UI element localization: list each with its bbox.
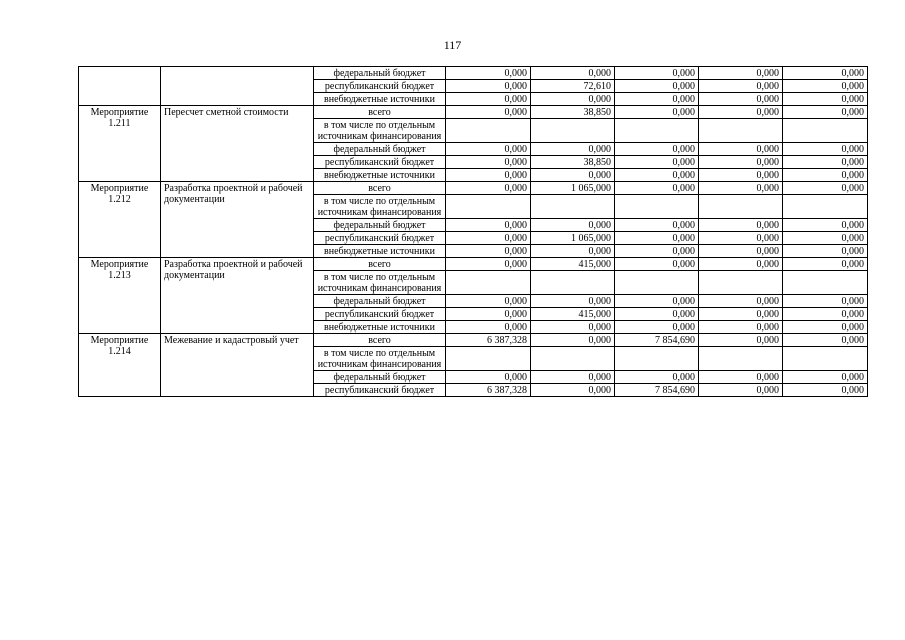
amount-cell: 0,000 (615, 182, 699, 195)
amount-cell: 0,000 (783, 384, 868, 397)
amount-cell: 0,000 (783, 219, 868, 232)
amount-cell (446, 195, 531, 219)
amount-cell (699, 271, 783, 295)
funding-source-cell: всего (314, 106, 446, 119)
amount-cell: 0,000 (615, 245, 699, 258)
amount-cell: 0,000 (699, 258, 783, 271)
amount-cell: 0,000 (783, 182, 868, 195)
amount-cell: 0,000 (446, 182, 531, 195)
amount-cell: 0,000 (446, 80, 531, 93)
event-name-cell (161, 67, 314, 106)
amount-cell: 0,000 (699, 219, 783, 232)
amount-cell (531, 195, 615, 219)
amount-cell: 0,000 (446, 245, 531, 258)
funding-source-cell: всего (314, 182, 446, 195)
table-body (79, 67, 868, 397)
amount-cell: 0,000 (783, 143, 868, 156)
amount-cell: 0,000 (615, 143, 699, 156)
amount-cell: 0,000 (531, 143, 615, 156)
amount-cell: 0,000 (783, 232, 868, 245)
amount-cell: 6 387,328 (446, 384, 531, 397)
table-row (79, 67, 868, 80)
amount-cell: 0,000 (446, 93, 531, 106)
amount-cell: 415,000 (531, 258, 615, 271)
amount-cell: 0,000 (699, 321, 783, 334)
amount-cell: 1 065,000 (531, 232, 615, 245)
funding-source-cell: внебюджетные источники (314, 93, 446, 106)
amount-cell (615, 347, 699, 371)
amount-cell: 38,850 (531, 106, 615, 119)
amount-cell: 0,000 (446, 321, 531, 334)
amount-cell (446, 271, 531, 295)
amount-cell: 0,000 (699, 182, 783, 195)
event-id-cell: Мероприятие 1.214 (79, 334, 161, 397)
event-name-cell: Разработка проектной и рабочей документации (161, 258, 314, 334)
amount-cell: 0,000 (783, 258, 868, 271)
funding-source-cell: в том числе по отдельным источникам финансирования (314, 119, 446, 143)
amount-cell: 0,000 (446, 308, 531, 321)
amount-cell: 0,000 (699, 245, 783, 258)
amount-cell: 0,000 (446, 258, 531, 271)
funding-source-cell: всего (314, 334, 446, 347)
amount-cell: 0,000 (615, 232, 699, 245)
amount-cell (446, 119, 531, 143)
amount-cell: 0,000 (615, 80, 699, 93)
amount-cell: 0,000 (531, 245, 615, 258)
budget-table (78, 66, 868, 397)
amount-cell: 0,000 (783, 80, 868, 93)
funding-source-cell: республиканский бюджет (314, 308, 446, 321)
amount-cell: 0,000 (699, 295, 783, 308)
amount-cell: 0,000 (699, 232, 783, 245)
event-id-cell (79, 67, 161, 106)
amount-cell: 0,000 (783, 156, 868, 169)
amount-cell (615, 119, 699, 143)
amount-cell: 0,000 (783, 334, 868, 347)
funding-source-cell: в том числе по отдельным источникам финансирования (314, 271, 446, 295)
amount-cell: 0,000 (446, 67, 531, 80)
amount-cell: 0,000 (446, 371, 531, 384)
amount-cell: 0,000 (699, 384, 783, 397)
amount-cell (531, 119, 615, 143)
amount-cell: 0,000 (531, 321, 615, 334)
amount-cell: 0,000 (446, 169, 531, 182)
amount-cell: 0,000 (615, 156, 699, 169)
amount-cell: 0,000 (615, 295, 699, 308)
amount-cell: 0,000 (531, 334, 615, 347)
funding-source-cell: в том числе по отдельным источникам финансирования (314, 347, 446, 371)
funding-source-cell: федеральный бюджет (314, 219, 446, 232)
funding-source-cell: республиканский бюджет (314, 384, 446, 397)
funding-source-cell: всего (314, 258, 446, 271)
amount-cell: 0,000 (783, 67, 868, 80)
amount-cell: 0,000 (615, 93, 699, 106)
table-row (79, 106, 868, 119)
amount-cell: 0,000 (699, 80, 783, 93)
funding-source-cell: федеральный бюджет (314, 67, 446, 80)
amount-cell: 0,000 (531, 93, 615, 106)
amount-cell: 0,000 (699, 169, 783, 182)
amount-cell: 6 387,328 (446, 334, 531, 347)
page-number: 117 (443, 38, 462, 52)
event-name-cell: Межевание и кадастровый учет (161, 334, 314, 397)
funding-source-cell: федеральный бюджет (314, 371, 446, 384)
funding-source-cell: федеральный бюджет (314, 143, 446, 156)
amount-cell: 0,000 (615, 371, 699, 384)
funding-source-cell: в том числе по отдельным источникам финансирования (314, 195, 446, 219)
amount-cell: 0,000 (615, 258, 699, 271)
amount-cell: 0,000 (446, 106, 531, 119)
amount-cell: 7 854,690 (615, 334, 699, 347)
amount-cell: 0,000 (446, 219, 531, 232)
event-id-cell: Мероприятие 1.211 (79, 106, 161, 182)
amount-cell: 0,000 (531, 384, 615, 397)
event-name-cell: Разработка проектной и рабочей документации (161, 182, 314, 258)
amount-cell (615, 195, 699, 219)
amount-cell: 0,000 (783, 169, 868, 182)
amount-cell: 0,000 (699, 308, 783, 321)
funding-source-cell: республиканский бюджет (314, 156, 446, 169)
funding-source-cell: республиканский бюджет (314, 80, 446, 93)
amount-cell: 72,610 (531, 80, 615, 93)
amount-cell (531, 271, 615, 295)
amount-cell: 0,000 (531, 371, 615, 384)
amount-cell: 0,000 (699, 106, 783, 119)
amount-cell: 0,000 (531, 67, 615, 80)
amount-cell: 0,000 (446, 156, 531, 169)
amount-cell: 0,000 (615, 169, 699, 182)
amount-cell: 0,000 (615, 67, 699, 80)
amount-cell: 0,000 (531, 295, 615, 308)
amount-cell: 0,000 (783, 321, 868, 334)
funding-source-cell: республиканский бюджет (314, 232, 446, 245)
amount-cell: 0,000 (531, 219, 615, 232)
funding-source-cell: внебюджетные источники (314, 321, 446, 334)
table-row (79, 258, 868, 271)
funding-source-cell: федеральный бюджет (314, 295, 446, 308)
amount-cell (699, 119, 783, 143)
amount-cell (783, 119, 868, 143)
amount-cell (531, 347, 615, 371)
amount-cell: 0,000 (615, 106, 699, 119)
amount-cell (783, 271, 868, 295)
amount-cell: 0,000 (783, 93, 868, 106)
amount-cell: 0,000 (783, 295, 868, 308)
amount-cell: 1 065,000 (531, 182, 615, 195)
amount-cell: 0,000 (699, 93, 783, 106)
amount-cell: 0,000 (615, 308, 699, 321)
amount-cell (615, 271, 699, 295)
amount-cell: 0,000 (699, 156, 783, 169)
amount-cell: 0,000 (783, 371, 868, 384)
amount-cell: 0,000 (615, 321, 699, 334)
amount-cell: 0,000 (699, 334, 783, 347)
table-row (79, 182, 868, 195)
funding-source-cell: внебюджетные источники (314, 245, 446, 258)
table-row (79, 334, 868, 347)
amount-cell: 415,000 (531, 308, 615, 321)
amount-cell: 0,000 (783, 308, 868, 321)
amount-cell (783, 347, 868, 371)
amount-cell: 0,000 (783, 106, 868, 119)
amount-cell (699, 195, 783, 219)
amount-cell: 0,000 (446, 295, 531, 308)
amount-cell: 0,000 (446, 232, 531, 245)
amount-cell (699, 347, 783, 371)
amount-cell: 0,000 (699, 371, 783, 384)
event-id-cell: Мероприятие 1.212 (79, 182, 161, 258)
amount-cell: 0,000 (531, 169, 615, 182)
amount-cell (446, 347, 531, 371)
event-id-cell: Мероприятие 1.213 (79, 258, 161, 334)
funding-source-cell: внебюджетные источники (314, 169, 446, 182)
amount-cell: 0,000 (615, 219, 699, 232)
amount-cell: 0,000 (699, 143, 783, 156)
amount-cell: 0,000 (699, 67, 783, 80)
amount-cell: 0,000 (446, 143, 531, 156)
amount-cell: 7 854,690 (615, 384, 699, 397)
event-name-cell: Пересчет сметной стоимости (161, 106, 314, 182)
amount-cell: 0,000 (783, 245, 868, 258)
amount-cell: 38,850 (531, 156, 615, 169)
amount-cell (783, 195, 868, 219)
